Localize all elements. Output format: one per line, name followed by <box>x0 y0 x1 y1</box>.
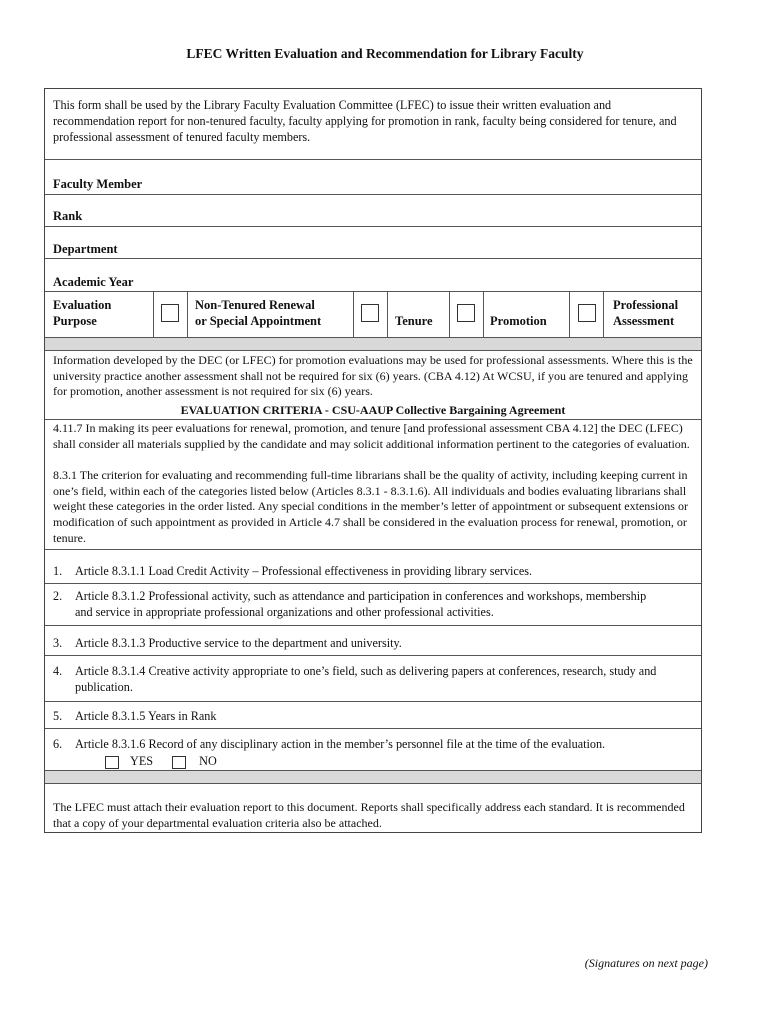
no-label: NO <box>199 754 217 768</box>
non-tenured-renewal-checkbox[interactable] <box>161 304 179 322</box>
tenure-checkbox[interactable] <box>361 304 379 322</box>
department-label: Department <box>53 242 118 256</box>
list-item: 2. Article 8.3.1.2 Professional activity, such as attendance and participation in conferences and workshops, membership and service in appropriate professional organizations and other professional activities. <box>53 589 647 619</box>
promotion-label: Promotion <box>490 314 547 328</box>
tenure-label: Tenure <box>395 314 433 328</box>
yes-label: YES <box>130 754 154 768</box>
faculty-member-label: Faculty Member <box>53 177 143 191</box>
intro-text: This form shall be used by the Library Faculty Evaluation Committee (LFEC) to issue their written evaluation and recommendation report for non-tenured faculty, faculty applying for promotion in rank, faculty being considered for tenure, and professional assessment of tenured faculty members. <box>53 98 677 144</box>
professional-label-line2: Assessment <box>613 314 675 328</box>
page-title: LFEC Written Evaluation and Recommendation for Library Faculty <box>186 46 584 61</box>
non-tenured-label-line2: or Special Appointment <box>195 314 322 328</box>
academic-year-label: Academic Year <box>53 275 134 289</box>
evaluation-form <box>44 88 702 833</box>
list-item: 6. Article 8.3.1.6 Record of any disciplinary action in the member’s personnel file at the time of the evaluation. <box>53 737 606 751</box>
professional-label-line1: Professional <box>613 298 679 312</box>
professional-assessment-checkbox[interactable] <box>578 304 596 322</box>
disciplinary-options <box>105 753 217 769</box>
dec-note: Information developed by the DEC (or LFEC) for promotion evaluations may be used for professional assessments. Where this is the university practice another assessment shall not be required for six (6) years. (CBA 4.12) At WCSU, if you are tenured and applying for promotion, another assessment is not required for six (6) years. <box>53 353 693 398</box>
purpose-label-line1: Evaluation <box>53 298 112 312</box>
purpose-label-line2: Purpose <box>53 314 97 328</box>
criteria-heading: EVALUATION CRITERIA - CSU-AAUP Collective Bargaining Agreement <box>180 403 566 417</box>
yes-checkbox[interactable] <box>105 756 119 769</box>
gray-separator <box>45 771 701 783</box>
evaluation-purpose-row <box>45 291 701 337</box>
attach-note: The LFEC must attach their evaluation report to this document. Reports shall specifically address each standard. It is recommended that a copy of your departmental evaluation criteria also be attached. <box>53 800 685 830</box>
rank-label: Rank <box>53 209 83 223</box>
list-item: 3. Article 8.3.1.3 Productive service to the department and university. <box>53 636 402 650</box>
no-checkbox[interactable] <box>172 756 186 769</box>
list-item: 4. Article 8.3.1.4 Creative activity appropriate to one’s field, such as delivering papers at conferences, research, study and publication. <box>53 664 657 694</box>
list-item: 5. Article 8.3.1.5 Years in Rank <box>53 709 217 723</box>
gray-separator <box>45 338 701 350</box>
non-tenured-label-line1: Non-Tenured Renewal <box>195 298 315 312</box>
footer-note: (Signatures on next page) <box>584 956 708 970</box>
criteria-paragraph-4-11-7: 4.11.7 In making its peer evaluations for renewal, promotion, and tenure [and professional assessment CBA 4.12] the DEC (LFEC) shall consider all materials supplied by the candidate and may solicit additional information pertinent to the categories of evaluation. <box>53 421 690 451</box>
criteria-paragraph-8-3-1: 8.3.1 The criterion for evaluating and recommending full-time librarians shall be the quality of activity, including keeping current in one’s field, within each of the categories listed below (Articles 8.3.1 - 8.3.1.6). All individuals and bodies evaluating librarians shall weight these categories in the order listed. Any special conditions in the member’s letter of appointment or subsequent extensions or modification of such appointment as provided in Article 4.7 shall be considered in the evaluation process for renewal, promotion, or tenure. <box>53 468 688 545</box>
promotion-checkbox[interactable] <box>457 304 475 322</box>
list-item: 1. Article 8.3.1.1 Load Credit Activity – Professional effectiveness in providing library services. <box>53 564 533 578</box>
